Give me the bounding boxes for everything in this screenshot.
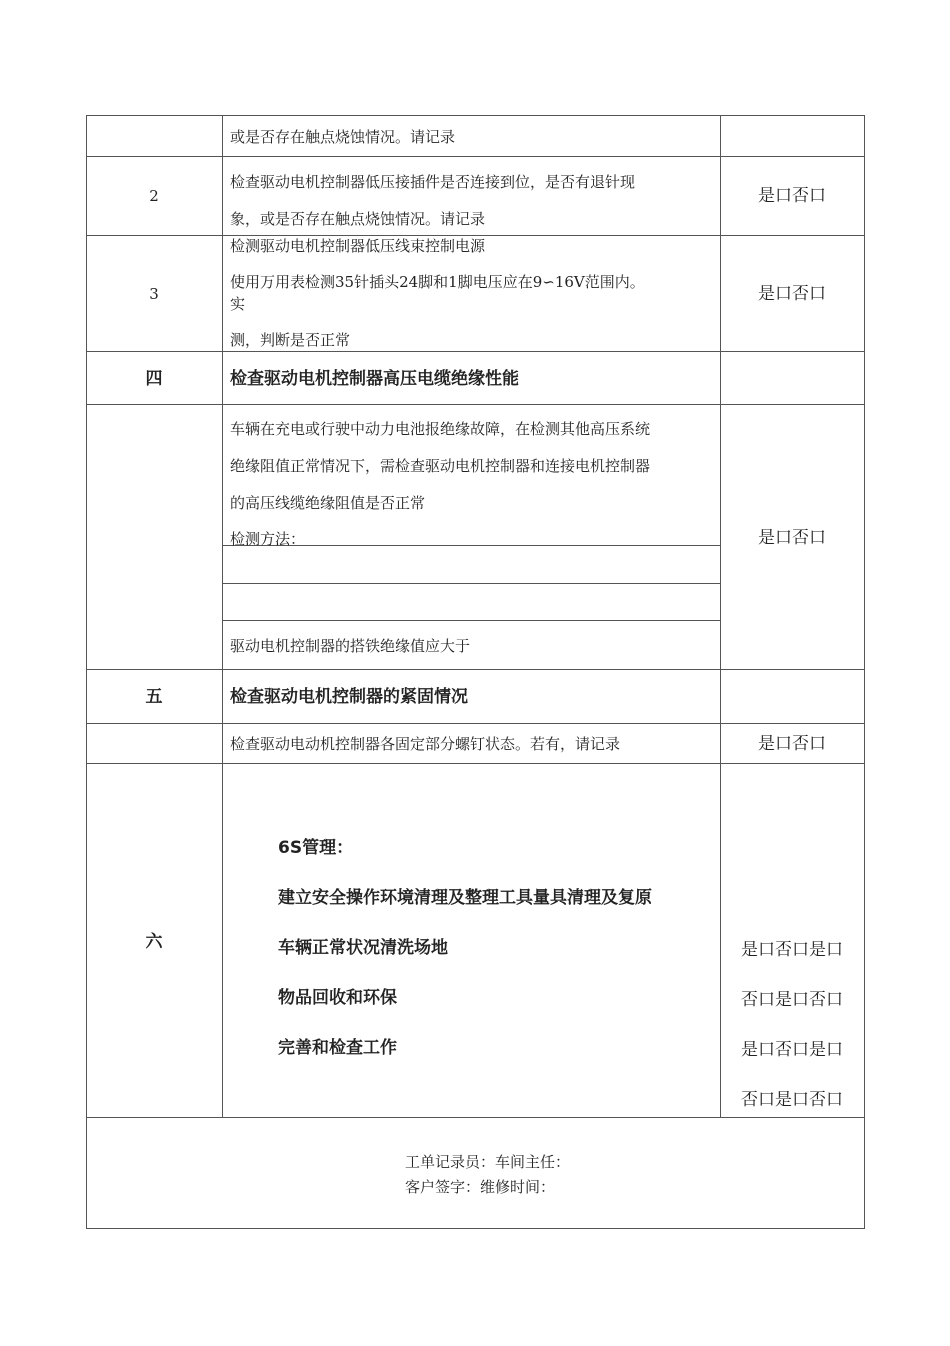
section6-heading: 6S管理： [278,838,354,858]
section6-item: 车辆正常状况清洗场地 [278,938,448,958]
footer-customer-time: 客户签字：维修时间： [405,1178,556,1196]
rule [86,115,87,1229]
rule [86,723,865,724]
rule [86,1228,865,1229]
section6-check[interactable]: 否口是口否口 [741,1090,843,1110]
row3-text-line2: 使用万用表检测35针插头24脚和1脚电压应在9∽16V范围内。 [230,273,645,291]
section5-item: 检查驱动电动机控制器各固定部分螺钉状态。若有，请记录 [230,735,621,753]
section6-item: 物品回收和环保 [278,988,397,1008]
section4-text-line1: 车辆在充电或行驶中动力电池报绝缘故障，在检测其他高压系统 [230,420,651,438]
footer-recorder-supervisor: 工单记录员：车间主任： [405,1153,571,1171]
section5-number: 五 [145,687,163,707]
row3-text-line1: 检测驱动电机控制器低压线束控制电源 [230,237,486,255]
rule [222,115,223,1118]
rule [86,156,865,157]
section6-check[interactable]: 是口否口是口 [741,940,843,960]
section6-item: 完善和检查工作 [278,1038,397,1058]
section4-text-line3: 的高压线缆绝缘阻值是否正常 [230,494,426,512]
section4-check[interactable]: 是口否口 [758,528,826,548]
rule [720,115,721,1118]
section4-number: 四 [145,369,163,389]
rule [222,583,721,584]
row3-number: 3 [149,285,159,303]
section6-check[interactable]: 否口是口否口 [741,990,843,1010]
row2-text-line1: 检查驱动电机控制器低压接插件是否连接到位，是否有退针现 [230,173,636,191]
section6-check[interactable]: 是口否口是口 [741,1040,843,1060]
rule [222,620,721,621]
rule [86,763,865,764]
rule [86,351,865,352]
rule [86,1117,865,1118]
row3-text-line3: 测，判断是否正常 [230,331,351,349]
rule [86,115,865,116]
section4-text-line2: 绝缘阻值正常情况下，需检查驱动电机控制器和连接电机控制器 [230,457,651,475]
section6-number: 六 [145,932,163,952]
section4-method: 检测方法： [230,530,306,548]
rule [86,404,865,405]
section4-title: 检查驱动电机控制器高压电缆绝缘性能 [230,369,519,389]
section4-ground-value: 驱动电机控制器的搭铁绝缘值应大于 [230,637,471,655]
row3-text-line2-wrap: 实 [230,295,246,313]
row3-check[interactable]: 是口否口 [758,284,826,304]
row2-number: 2 [149,187,159,205]
row2-check[interactable]: 是口否口 [758,186,826,206]
section6-item: 建立安全操作环境清理及整理工具量具清理及复原 [278,888,652,908]
rule [86,669,865,670]
row2-text-line2: 象，或是否存在触点烧蚀情况。请记录 [230,210,486,228]
row1-text: 或是否存在触点烧蚀情况。请记录 [230,128,456,146]
section5-check[interactable]: 是口否口 [758,734,826,754]
section5-title: 检查驱动电机控制器的紧固情况 [230,687,468,707]
rule [864,115,865,1229]
